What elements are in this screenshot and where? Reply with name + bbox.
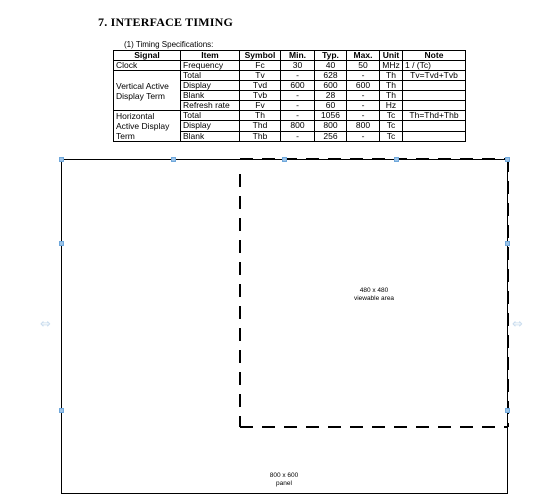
- unit-cell: Hz: [380, 101, 403, 111]
- min-cell: 600: [281, 81, 315, 91]
- resize-handle-right-lower[interactable]: [505, 408, 510, 413]
- unit-cell: Th: [380, 81, 403, 91]
- item-cell: Frequency: [181, 61, 240, 71]
- max-cell: -: [347, 91, 380, 101]
- item-cell: Blank: [181, 131, 240, 141]
- note-cell: Th=Thd+Thb: [403, 111, 466, 121]
- min-cell: -: [281, 71, 315, 81]
- unit-cell: Tc: [380, 131, 403, 141]
- symbol-cell: Thd: [240, 121, 281, 131]
- unit-cell: Th: [380, 91, 403, 101]
- min-cell: 800: [281, 121, 315, 131]
- typ-cell: 1056: [315, 111, 347, 121]
- unit-cell: Tc: [380, 121, 403, 131]
- symbol-cell: Fv: [240, 101, 281, 111]
- max-cell: -: [347, 131, 380, 141]
- max-cell: 800: [347, 121, 380, 131]
- max-cell: 50: [347, 61, 380, 71]
- resize-handle-top-mid[interactable]: [282, 157, 287, 162]
- typ-cell: 60: [315, 101, 347, 111]
- note-cell: Tv=Tvd+Tvb: [403, 71, 466, 81]
- header-cell: Unit: [380, 51, 403, 61]
- item-cell: Blank: [181, 91, 240, 101]
- unit-cell: Tc: [380, 111, 403, 121]
- item-cell: Display: [181, 121, 240, 131]
- signal-cell: Vertical Active Display Term: [114, 71, 181, 111]
- item-cell: Total: [181, 71, 240, 81]
- panel-label: [244, 472, 324, 488]
- right-arrow-icon[interactable]: ⇔: [512, 317, 523, 332]
- header-cell: Symbol: [240, 51, 281, 61]
- max-cell: -: [347, 71, 380, 81]
- signal-cell: Clock: [114, 61, 181, 71]
- subsection-heading: (1) Timing Specifications:: [124, 40, 214, 49]
- panel-size: 800 x 600: [269, 472, 299, 479]
- max-cell: -: [347, 111, 380, 121]
- resize-handle-top-right[interactable]: [505, 157, 510, 162]
- viewable-area-caption: viewable area: [353, 295, 395, 302]
- resize-handle-top-inner-right[interactable]: [394, 157, 399, 162]
- viewable-area-label: [334, 287, 414, 303]
- min-cell: -: [281, 101, 315, 111]
- resize-handle-top-left[interactable]: [59, 157, 64, 162]
- header-cell: Typ.: [315, 51, 347, 61]
- header-cell: Note: [403, 51, 466, 61]
- item-cell: Refresh rate: [181, 101, 240, 111]
- panel-caption: panel: [276, 480, 292, 487]
- typ-cell: 28: [315, 91, 347, 101]
- typ-cell: 256: [315, 131, 347, 141]
- resize-handle-top-inner[interactable]: [171, 157, 176, 162]
- typ-cell: 628: [315, 71, 347, 81]
- resize-handle-left-upper[interactable]: [59, 241, 64, 246]
- left-arrow-icon[interactable]: ⇔: [40, 317, 51, 332]
- typ-cell: 40: [315, 61, 347, 71]
- min-cell: -: [281, 111, 315, 121]
- header-cell: Max.: [347, 51, 380, 61]
- typ-cell: 600: [315, 81, 347, 91]
- unit-cell: Th: [380, 71, 403, 81]
- header-cell: Signal: [114, 51, 181, 61]
- symbol-cell: Fc: [240, 61, 281, 71]
- typ-cell: 800: [315, 121, 347, 131]
- symbol-cell: Tvd: [240, 81, 281, 91]
- max-cell: -: [347, 101, 380, 111]
- symbol-cell: Th: [240, 111, 281, 121]
- symbol-cell: Tv: [240, 71, 281, 81]
- min-cell: -: [281, 91, 315, 101]
- resize-handle-right-upper[interactable]: [505, 241, 510, 246]
- symbol-cell: Thb: [240, 131, 281, 141]
- section-heading: 7. INTERFACE TIMING: [98, 15, 234, 29]
- max-cell: 600: [347, 81, 380, 91]
- note-cell: 1 / (Tc): [403, 61, 466, 71]
- item-cell: Total: [181, 111, 240, 121]
- unit-cell: MHz: [380, 61, 403, 71]
- symbol-cell: Tvb: [240, 91, 281, 101]
- viewable-area-size: 480 x 480: [359, 287, 389, 294]
- resize-handle-left-lower[interactable]: [59, 408, 64, 413]
- header-cell: Item: [181, 51, 240, 61]
- header-cell: Min.: [281, 51, 315, 61]
- min-cell: -: [281, 131, 315, 141]
- item-cell: Display: [181, 81, 240, 91]
- signal-cell: Horizontal Active Display Term: [114, 111, 181, 142]
- min-cell: 30: [281, 61, 315, 71]
